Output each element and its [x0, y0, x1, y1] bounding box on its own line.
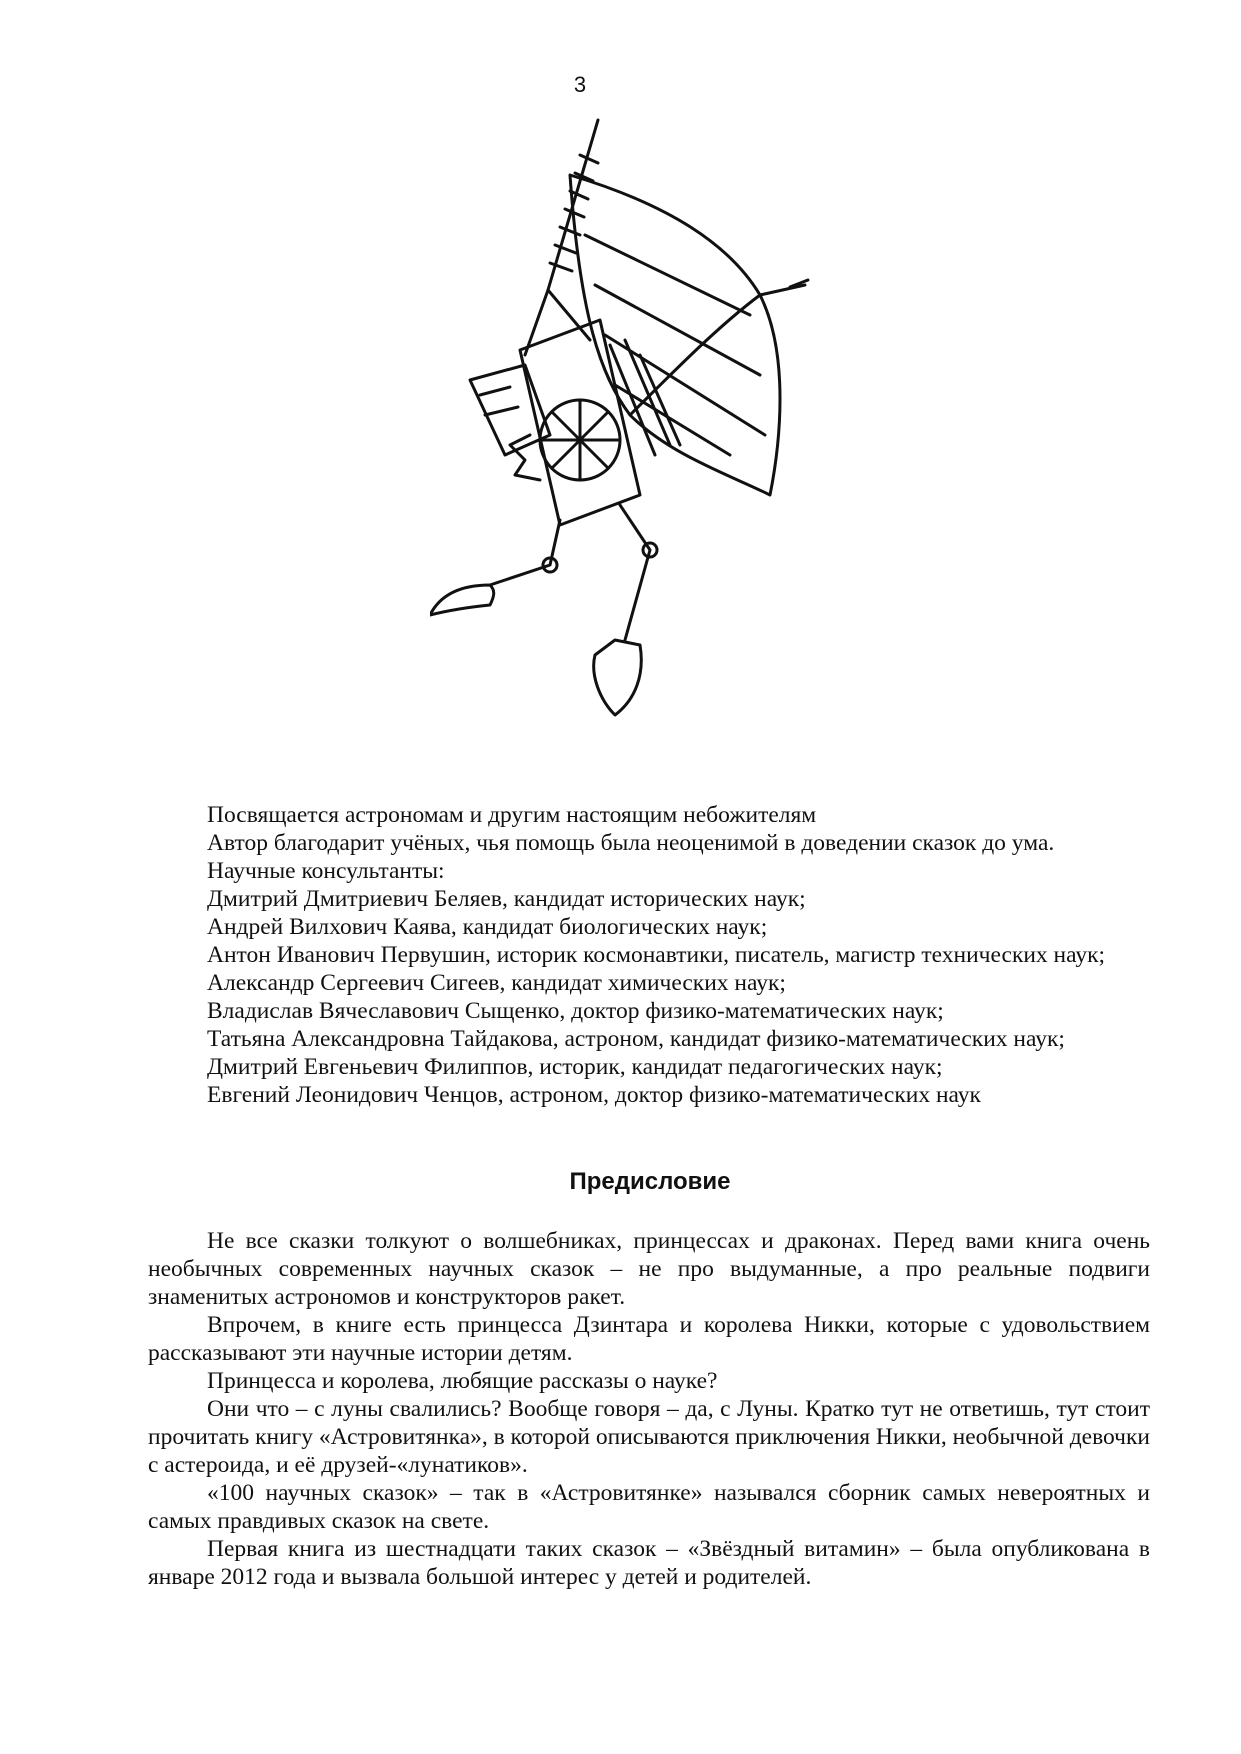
- dedication-block: [148, 801, 1150, 1109]
- preface-paragraph: Они что – с луны свалились? Вообще говоря – да, с Луны. Кратко тут не ответишь, тут стоит прочитать книгу «Астровитянка», в которой описываются приключения Никки, необычной девочки с астероида, и её друзей-«лунатиков».: [148, 1396, 1150, 1478]
- preface-block: [148, 1227, 1150, 1591]
- consultant-line: Владислав Вячеславович Сыщенко, доктор физико-математических наук;: [207, 998, 944, 1024]
- consultant-line: Татьяна Александровна Тайдакова, астроном, кандидат физико-математических наук;: [207, 1026, 1065, 1052]
- section-heading: Предисловие: [569, 1168, 731, 1195]
- preface-paragraph: Впрочем, в книге есть принцесса Дзинтара и королева Никки, которые с удовольствием рассказывают эти научные истории детям.: [148, 1312, 1150, 1366]
- dedication-line: Посвящается астрономам и другим настоящим небожителям: [207, 802, 817, 828]
- umbrella: [570, 175, 808, 495]
- page-number: 3: [573, 72, 587, 97]
- character-body: [470, 320, 680, 525]
- preface-paragraph: Принцесса и королева, любящие рассказы о науке?: [207, 1368, 718, 1394]
- preface-paragraph: Первая книга из шестнадцати таких сказок – «Звёздный витамин» – была опубликована в январе 2012 года и вызвала большой интерес у детей и родителей.: [148, 1536, 1150, 1590]
- consultant-line: Дмитрий Дмитриевич Беляев, кандидат исторических наук;: [207, 886, 806, 912]
- dedication-line: Научные консультанты:: [207, 858, 445, 884]
- character-limbs: [430, 505, 657, 715]
- consultant-line: Александр Сергеевич Сигеев, кандидат химических наук;: [207, 970, 786, 996]
- preface-paragraph: «100 научных сказок» – так в «Астровитянке» назывался сборник самых невероятных и самых правдивых сказок на свете.: [148, 1480, 1150, 1534]
- preface-paragraph: Не все сказки толкуют о волшебниках, принцессах и драконах. Перед вами книга очень необычных современных научных сказок – не про выдуманные, а про реальные подвиги знаменитых астрономов и конструкторов ракет.: [148, 1228, 1150, 1310]
- illustration: [430, 115, 900, 795]
- consultant-line: Дмитрий Евгеньевич Филиппов, историк, кандидат педагогических наук;: [207, 1054, 943, 1080]
- consultant-line: Андрей Вилхович Каява, кандидат биологических наук;: [207, 914, 768, 940]
- consultant-line: Антон Иванович Первушин, историк космонавтики, писатель, магистр технических наук;: [207, 942, 1106, 968]
- dedication-line: Автор благодарит учёных, чья помощь была неоценимой в доведении сказок до ума.: [207, 830, 1055, 856]
- consultant-line: Евгений Леонидович Ченцов, астроном, доктор физико-математических наук: [207, 1082, 981, 1108]
